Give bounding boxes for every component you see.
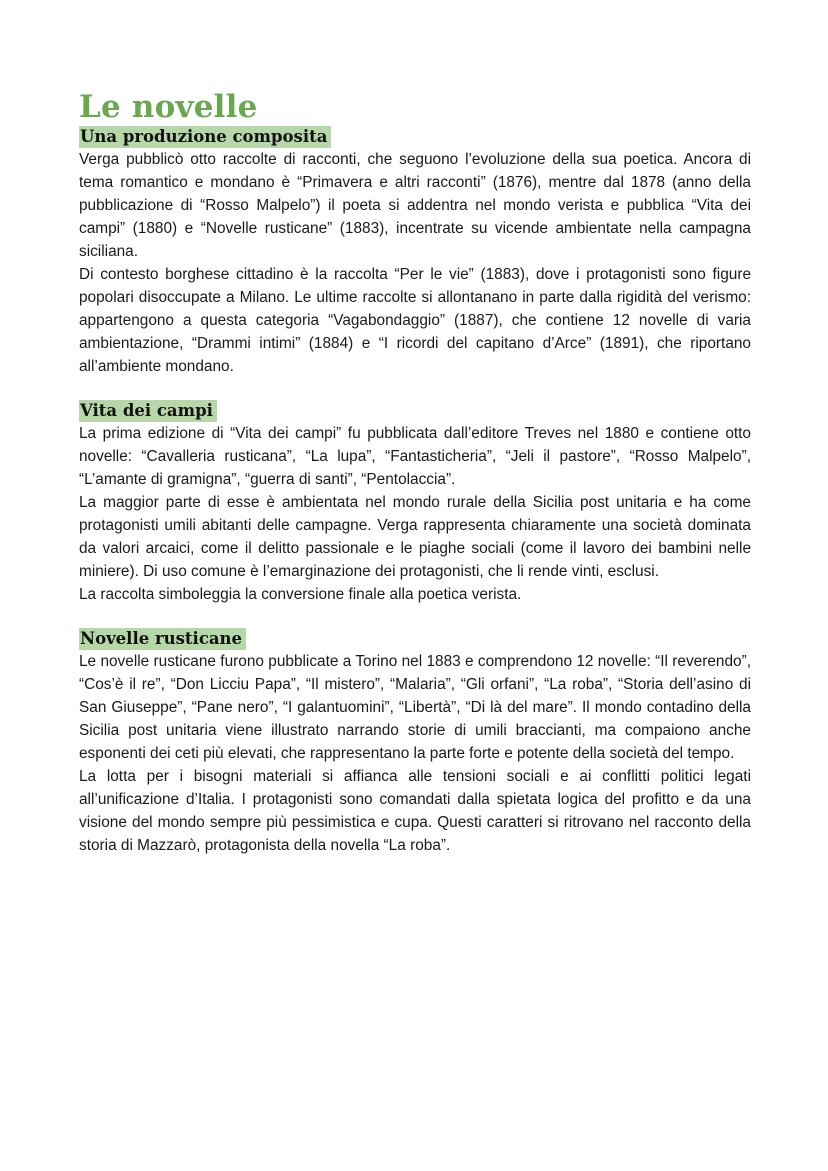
page-title: Le novelle xyxy=(79,89,258,125)
section-heading: Una produzione composita xyxy=(79,126,331,148)
paragraph: La maggior parte di esse è ambientata nel mondo rurale della Sicilia post unitaria e ha come protagonisti umili abitanti delle campagne. Verga rappresenta chiaramente una società dominata da valori arcaici, come il delitto passionale e le piaghe sociali (come il lavoro dei bambini nelle miniere). Di uso comune è l’emarginazione dei protagonisti, che li rende vinti, esclusi. xyxy=(79,494,751,580)
section-heading: Vita dei campi xyxy=(79,400,217,422)
section-novelle-rusticane xyxy=(79,628,751,857)
section-vita-dei-campi xyxy=(79,400,751,606)
paragraph: La prima edizione di “Vita dei campi” fu pubblicata dall’editore Treves nel 1880 e contiene otto novelle: “Cavalleria rusticana”, “La lupa”, “Fantasticheria”, “Jeli il pastore”, “Rosso Malpelo”, “L’amante di gramigna”, “guerra di santi”, “Pentolaccia”. xyxy=(79,425,751,488)
section-heading: Novelle rusticane xyxy=(79,628,246,650)
paragraph: Le novelle rusticane furono pubblicate a Torino nel 1883 e comprendono 12 novelle: “Il reverendo”, “Cos’è il re”, “Don Licciu Papa”, “Il mistero”, “Malaria”, “Gli orfani”, “La roba”, “Storia dell’asino di San Giuseppe”, “Pane nero”, “I galantuomini”, “Libertà”, “Di là del mare”. Il mondo contadino della Sicilia post unitaria viene illustrato narrando storie di umili braccianti, ma compaiono anche esponenti dei ceti più elevati, che rappresentano la parte forte e potente della società del tempo. xyxy=(79,653,751,762)
document-page xyxy=(79,88,751,857)
paragraph: Di contesto borghese cittadino è la raccolta “Per le vie” (1883), dove i protagonisti sono figure popolari disoccupate a Milano. Le ultime raccolte si allontanano in parte dalla rigidità del verismo: appartengono a questa categoria “Vagabondaggio” (1887), che contiene 12 novelle di varia ambientazione, “Drammi intimi” (1884) e “I ricordi del capitano d’Arce” (1891), che riportano all’ambiente mondano. xyxy=(79,266,751,375)
paragraph: La lotta per i bisogni materiali si affianca alle tensioni sociali e ai conflitti politici legati all’unificazione d’Italia. I protagonisti sono comandati dalla spietata logica del profitto e da una visione del mondo sempre più pessimistica e cupa. Questi caratteri si ritrovano nel racconto della storia di Mazzarò, protagonista della novella “La roba”. xyxy=(79,768,751,854)
paragraph: La raccolta simboleggia la conversione finale alla poetica verista. xyxy=(79,586,522,603)
paragraph: Verga pubblicò otto raccolte di racconti, che seguono l’evoluzione della sua poetica. Ancora di tema romantico e mondano è “Primavera e altri racconti” (1876), mentre dal 1878 (anno della pubblicazione di “Rosso Malpelo”) il poeta si addentra nel mondo verista e pubblica “Vita dei campi” (1880) e “Novelle rusticane” (1883), incentrate su vicende ambientate nella campagna siciliana. xyxy=(79,151,751,260)
section-produzione-composita xyxy=(79,126,751,378)
